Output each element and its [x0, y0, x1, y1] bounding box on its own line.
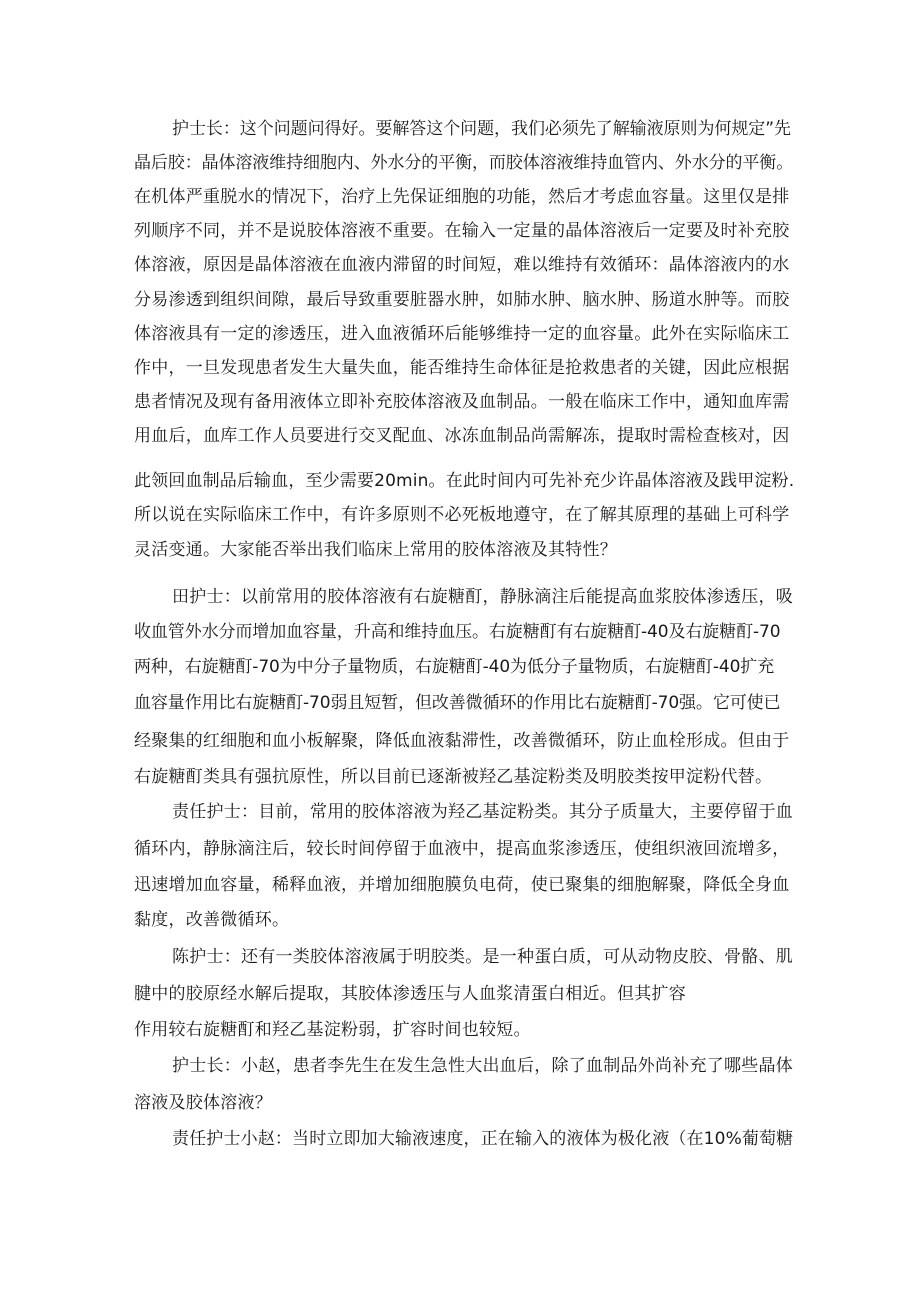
- paragraph-4-line-3: 作用较右旋糖酊和羟乙基淀粉弱，扩容时间也较短。: [134, 1020, 531, 1040]
- paragraph-1-line-3: 在机体严重脱水的情况下，治疗上先保证细胞的功能，然后才考虑血容量。这里仅是排: [134, 187, 790, 207]
- paragraph-5-line-2: 溶液及胶体溶液？: [134, 1093, 272, 1113]
- paragraph-4-line-2: 腱中的胶原经水解后提取，其胶体渗透压与人血浆清蛋白相近。但其扩容: [134, 984, 686, 1004]
- paragraph-5-line-1: 护士长：小赵，患者李先生在发生急性大出血后，除了血制品外尚补充了哪些晶体: [172, 1056, 793, 1076]
- paragraph-3-line-1: 责任护士：目前，常用的胶体溶液为羟乙基淀粉类。其分子质量大，主要停留于血: [172, 802, 793, 822]
- paragraph-2-line-6: 右旋糖酊类具有强抗原性，所以目前已逐渐被羟乙基淀粉类及明胶类按甲淀粉代替。: [134, 767, 773, 787]
- paragraph-2-line-5: 经聚集的红细胞和血小板解聚，降低血液黏滞性，改善微循环，防止血栓形成。但由于: [134, 731, 790, 751]
- paragraph-3-line-3: 迅速增加血容量，稀释血液，并增加细胞膜负电荷，使已聚集的细胞解聚，降低全身血: [134, 875, 790, 895]
- paragraph-1-line-2: 晶后胶：晶体溶液维持细胞内、外水分的平衡，而胶体溶液维持血管内、外水分的平衡。: [134, 153, 794, 173]
- paragraph-6-line-1: 责任护士小赵：当时立即加大输液速度，正在输入的液体为极化液（在10%葡萄糖: [172, 1129, 794, 1149]
- paragraph-1-line-13: 灵活变通。大家能否举出我们临床上常用的胶体溶液及其特性？: [134, 540, 617, 560]
- paragraph-3-line-4: 黏度，改善微循环。: [134, 910, 290, 930]
- paragraph-3-line-2: 循环内，静脉滴注后，较长时间停留于血液中，提高血浆渗透压，使组织液回流增多，: [134, 839, 790, 859]
- paragraph-1-line-9: 患者情况及现有备用液体立即补充胶体溶液及血制品。一般在临床工作中，通知血库需: [134, 392, 790, 412]
- paragraph-1-line-10: 用血后，血库工作人员要进行交叉配血、冰冻血制品尚需解冻，提取时需检查核对，因: [134, 426, 790, 446]
- paragraph-1-line-7: 体溶液具有一定的渗透压，进入血液循环后能够维持一定的血容量。此外在实际临床工: [134, 324, 790, 344]
- paragraph-1-line-5: 体溶液，原因是晶体溶液在血液内滞留的时间短，难以维持有效循环：晶体溶液内的水: [134, 255, 790, 275]
- paragraph-4-line-1: 陈护士：还有一类胶体溶液属于明胶类。是一种蛋白质，可从动物皮胶、骨骼、肌: [172, 947, 793, 967]
- paragraph-1-line-6: 分易渗透到组织间隙，最后导致重要脏器水肿，如肺水肿、脑水肿、肠道水肿等。而胶: [134, 290, 790, 310]
- paragraph-1-line-1: 护士长：这个问题问得好。要解答这个问题，我们必须先了解输液原则为何规定”先: [172, 119, 791, 139]
- paragraph-2-line-1: 田护士：以前常用的胶体溶液有右旋糖酊，静脉滴注后能提高血浆胶体渗透压，吸: [172, 587, 793, 607]
- paragraph-1-line-12: 所以说在实际临床工作中，有许多原则不必死板地遵守，在了解其原理的基础上可科学: [134, 505, 790, 525]
- paragraph-1-line-4: 列顺序不同，并不是说胶体溶液不重要。在输入一定量的晶体溶液后一定要及时补充胶: [134, 221, 790, 241]
- paragraph-1-line-11: 此领回血制品后输血，至少需要20min。在此时间内可先补充少许晶体溶液及践甲淀粉.: [134, 471, 795, 491]
- paragraph-2-line-2: 收血管外水分而增加血容量，升高和维持血压。右旋糖酊有右旋糖酊-40及右旋糖酊-70: [134, 622, 781, 642]
- paragraph-1-line-8: 作中，一旦发现患者发生大量失血，能否维持生命体征是抢救患者的关键，因此应根据: [134, 358, 790, 378]
- paragraph-2-line-4: 血容量作用比右旋糖酊-70弱且短暂，但改善微循环的作用比右旋糖酊-70强。它可使已: [134, 693, 781, 713]
- paragraph-2-line-3: 两种，右旋糖酊-70为中分子量物质，右旋糖酊-40为低分子量物质，右旋糖酊-40扩充: [134, 657, 775, 677]
